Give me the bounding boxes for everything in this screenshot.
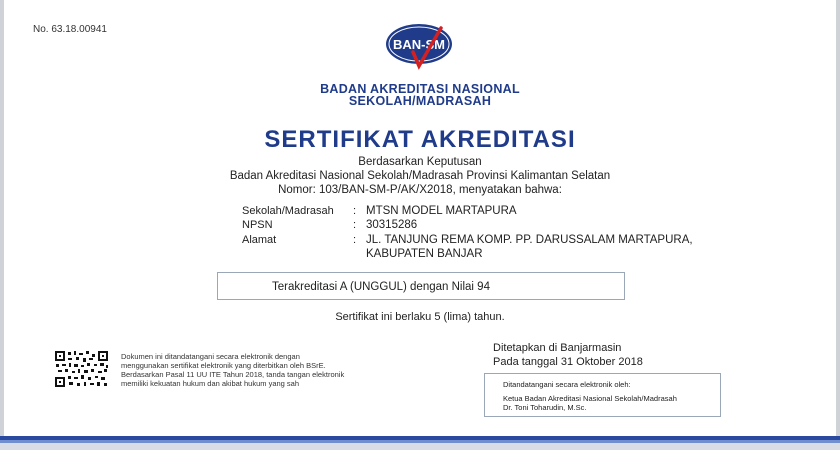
school-name-value: MTSN MODEL MARTAPURA: [366, 205, 517, 217]
school-name-label: Sekolah/Madrasah: [242, 205, 334, 217]
colon: :: [353, 219, 357, 231]
issued-place: Ditetapkan di Banjarmasin: [493, 342, 622, 354]
logo-text: BAN-SM: [393, 37, 445, 52]
issued-date: Pada tanggal 31 Oktober 2018: [493, 356, 643, 368]
address-line2: KABUPATEN BANJAR: [366, 248, 483, 260]
signature-heading: Ditandatangani secara elektronik oleh:: [503, 380, 631, 389]
colon: :: [353, 205, 357, 217]
qr-code-icon: [54, 350, 109, 388]
decision-line2: Badan Akreditasi Nasional Sekolah/Madrasah Provinsi Kalimantan Selatan: [229, 170, 611, 182]
signer-position: Ketua Badan Akreditasi Nasional Sekolah/Madrasah: [503, 394, 677, 403]
notice-line4: memiliki kekuatan hukum dan akibat hukum yang sah: [121, 379, 300, 388]
notice-line1: Dokumen ini ditandatangani secara elektronik dengan: [121, 352, 300, 361]
signer-name: Dr. Toni Toharudin, M.Sc.: [503, 403, 587, 412]
accreditation-result: Terakreditasi A (UNGGUL) dengan Nilai 94: [272, 281, 490, 293]
address-label: Alamat: [242, 234, 277, 246]
document-number: No. 63.18.00941: [33, 24, 107, 35]
npsn-label: NPSN: [242, 219, 273, 231]
certificate-title: SERTIFIKAT AKREDITASI: [264, 126, 576, 153]
npsn-value: 30315286: [366, 219, 418, 231]
electronic-signature-notice: [121, 352, 381, 388]
decision-line3: Nomor: 103/BAN-SM-P/AK/X2018, menyatakan bahwa:: [278, 184, 562, 196]
org-name-line2: SEKOLAH/MADRASAH: [348, 94, 492, 108]
page-edge-left: [0, 0, 4, 450]
footer-stripe-gray: [0, 443, 840, 450]
notice-line2: menggunakan sertifikat elektronik yang diterbitkan oleh BSrE.: [121, 361, 326, 370]
colon: :: [353, 234, 357, 246]
validity-text: Sertifikat ini berlaku 5 (lima) tahun.: [335, 311, 505, 323]
page-edge-right: [836, 0, 840, 450]
notice-line3: Berdasarkan Pasal 11 UU ITE Tahun 2018, tanda tangan elektronik: [121, 370, 345, 379]
decision-line1: Berdasarkan Keputusan: [358, 156, 482, 168]
address-line1: JL. TANJUNG REMA KOMP. PP. DARUSSALAM MARTAPURA,: [366, 234, 693, 246]
org-name-line1: BADAN AKREDITASI NASIONAL: [320, 82, 520, 96]
ban-sm-logo: [383, 22, 455, 74]
